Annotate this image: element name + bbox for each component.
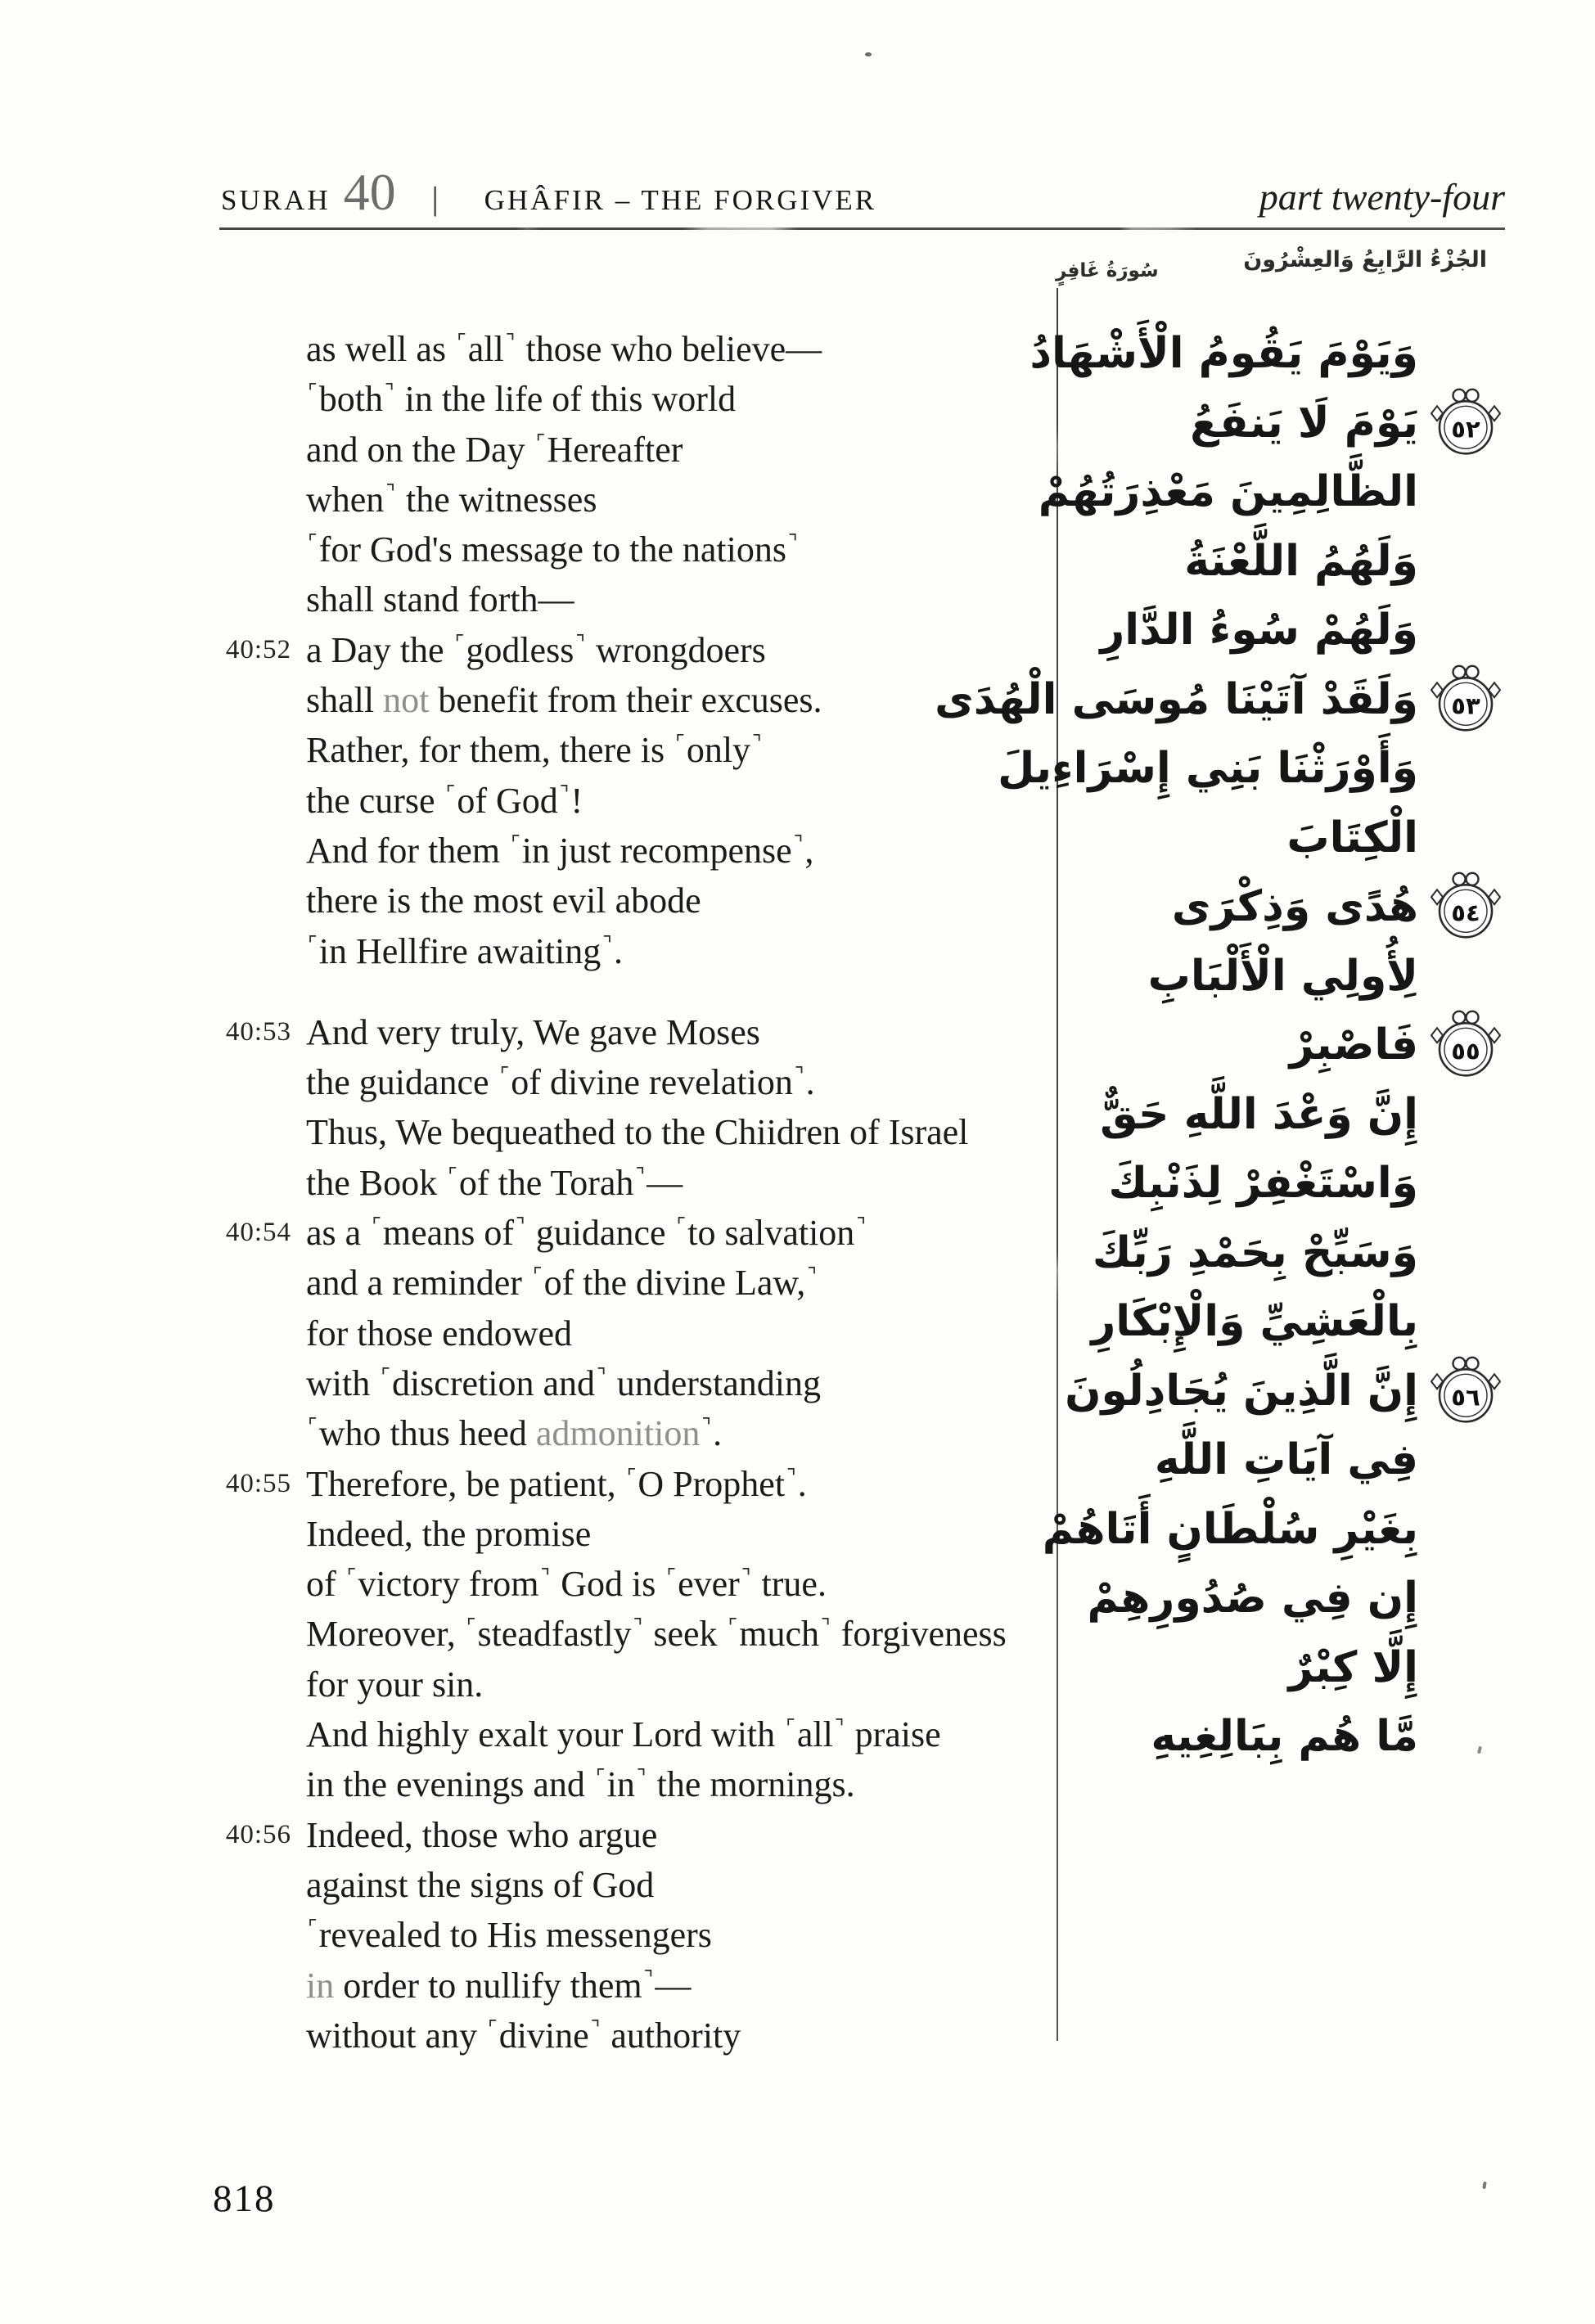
translation-line (221, 625, 1052, 675)
translation-text: Moreover, ⌜steadfastly⌝ seek ⌜much⌝ forgiveness (306, 1614, 1007, 1655)
part-label: part twenty-four (1259, 176, 1505, 218)
arabic-text: لِأُولِي الْأَلْبَابِ (1147, 951, 1418, 1001)
translation-line (221, 926, 1052, 976)
scan-speck (865, 52, 872, 56)
svg-text:٥٢: ٥٢ (1451, 415, 1480, 444)
arabic-text: وَاسْتَغْفِرْ لِذَنْبِكَ (1108, 1159, 1418, 1208)
open-half-bracket-icon: ⌜ (676, 1214, 687, 1238)
translation-text: and a reminder ⌜of the divine Law,⌝ (306, 1263, 818, 1304)
open-half-bracket-icon: ⌜ (308, 1414, 318, 1439)
arabic-line (935, 665, 1480, 735)
close-half-bracket-icon: ⌝ (633, 1615, 643, 1639)
arabic-line (1048, 1357, 1480, 1426)
translation-line (221, 1158, 1052, 1208)
svg-text:٥٦: ٥٦ (1451, 1383, 1480, 1412)
surah-name: GHÂFIR – THE FORGIVER (484, 184, 877, 216)
close-half-bracket-icon: ⌝ (807, 1263, 818, 1288)
arabic-text: فَاصْبِرْ (1289, 1020, 1418, 1070)
translation-line (221, 725, 1052, 775)
verse-medallion (1431, 1354, 1501, 1425)
translation-line (221, 1810, 1052, 1860)
close-half-bracket-icon: ⌝ (834, 1715, 845, 1740)
translation-text: shall stand forth— (306, 579, 574, 620)
open-half-bracket-icon: ⌜ (675, 731, 685, 755)
open-half-bracket-icon: ⌜ (381, 1363, 390, 1388)
verse-medallion (1431, 1009, 1501, 1079)
translation-text: Therefore, be patient, ⌜O Prophet⌝. (306, 1463, 807, 1504)
translation-line (221, 1007, 1052, 1057)
translation-text: without any ⌜divine⌝ authority (306, 2015, 741, 2056)
translation-line (221, 1759, 1052, 1809)
translation-text: in order to nullify them⌝— (306, 1965, 692, 2006)
close-half-bracket-icon: ⌝ (786, 1464, 796, 1489)
translation-line (221, 1107, 1052, 1157)
translation-line (221, 525, 1052, 574)
open-half-bracket-icon: ⌜ (346, 1565, 357, 1589)
close-half-bracket-icon: ⌝ (794, 1063, 804, 1088)
translation-text: a Day the ⌜godless⌝ wrongdoers (306, 629, 766, 670)
translation-text: Rather, for them, there is ⌜only⌝ (306, 730, 762, 771)
open-half-bracket-icon: ⌜ (511, 831, 520, 855)
verse-number: 40:54 (225, 1218, 291, 1248)
scan-speck (1482, 2182, 1487, 2190)
translation-block-1 (221, 324, 1052, 976)
arabic-line (1048, 1633, 1418, 1703)
svg-text:٥٥: ٥٥ (1451, 1037, 1480, 1065)
close-half-bracket-icon: ⌝ (741, 1565, 751, 1589)
translation-line (221, 1910, 1052, 1960)
verse-medallion (1431, 386, 1501, 457)
translation-text: And for them ⌜in just recompense⌝, (306, 830, 814, 871)
translation-text: the guidance ⌜of divine revelation⌝. (306, 1062, 815, 1103)
surah-calligraphy-seal: سُورَةُ غَافِرٍ (1056, 260, 1159, 281)
close-half-bracket-icon: ⌝ (701, 1414, 712, 1439)
arabic-line (1048, 1564, 1418, 1633)
arabic-text: إِنَّ الَّذِينَ يُجَادِلُونَ (1065, 1366, 1418, 1416)
verse-number: 40:55 (225, 1468, 291, 1498)
open-half-bracket-icon: ⌜ (728, 1615, 738, 1639)
arabic-line (1042, 1495, 1418, 1565)
translation-text: shall not benefit from their excuses. (306, 680, 822, 721)
translation-text: against the signs of God (306, 1864, 655, 1905)
arabic-text: إِلَّا كِبْرٌ (1288, 1642, 1418, 1692)
translation-line (221, 1860, 1052, 1910)
arabic-text: وَيَوْمَ يَقُومُ الْأَشْهَادُ (1030, 329, 1418, 378)
surah-number: 40 (343, 163, 396, 221)
header-separator-bar: | (431, 180, 439, 217)
open-half-bracket-icon: ⌜ (445, 781, 456, 805)
open-half-bracket-icon: ⌜ (595, 1765, 606, 1790)
close-half-bracket-icon: ⌝ (636, 1765, 647, 1790)
arabic-text: بِالْعَشِيِّ وَالْإِبْكَارِ (1091, 1297, 1418, 1346)
translation-text: with ⌜discretion and⌝ understanding (306, 1362, 822, 1403)
translation-line (221, 425, 1052, 475)
open-half-bracket-icon: ⌜ (454, 630, 465, 655)
close-half-bracket-icon: ⌝ (385, 480, 396, 504)
translation-line (221, 1559, 1052, 1609)
verse-medallion (1431, 871, 1501, 941)
translation-line (221, 1709, 1052, 1759)
translation-text: Indeed, those who argue (306, 1814, 658, 1855)
close-half-bracket-icon: ⌝ (643, 1966, 654, 1990)
arabic-text: فِي آيَاتِ اللَّهِ (1154, 1435, 1418, 1484)
arabic-line (1038, 457, 1418, 527)
open-half-bracket-icon: ⌜ (535, 430, 546, 454)
translation-text: there is the most evil abode (306, 881, 701, 921)
close-half-bracket-icon: ⌝ (590, 2015, 601, 2040)
arabic-text: مَّا هُم بِبَالِغِيهِ (1151, 1712, 1418, 1761)
translation-line (221, 324, 1052, 374)
arabic-line (1048, 389, 1480, 458)
close-half-bracket-icon: ⌝ (602, 931, 612, 956)
translation-text: ⌜both⌝ in the life of this world (308, 379, 737, 420)
page-header (221, 162, 876, 223)
verse-number: 40:52 (225, 634, 291, 664)
arabic-line (998, 734, 1418, 804)
arabic-text: وَلَقَدْ آتَيْنَا مُوسَى الْهُدَى (935, 674, 1418, 724)
close-half-bracket-icon: ⌝ (635, 1163, 646, 1187)
svg-text:٥٤: ٥٤ (1451, 899, 1480, 927)
translation-line (221, 826, 1052, 876)
translation-line (221, 1258, 1052, 1308)
translation-line (221, 374, 1052, 424)
arabic-line (1048, 1218, 1418, 1288)
arabic-column (935, 319, 1480, 1772)
arabic-line (1048, 596, 1418, 665)
translation-line (221, 574, 1052, 624)
close-half-bracket-icon: ⌝ (559, 781, 570, 805)
translation-line (221, 1308, 1052, 1358)
translation-column (221, 324, 1052, 2061)
translation-line (221, 675, 1052, 725)
open-half-bracket-icon: ⌜ (308, 931, 318, 956)
translation-block-2 (221, 1007, 1052, 2061)
arabic-line (1048, 804, 1418, 873)
close-half-bracket-icon: ⌝ (821, 1615, 831, 1639)
translation-line (221, 2011, 1052, 2061)
svg-text:٥٣: ٥٣ (1451, 691, 1480, 720)
translation-text: Thus, We bequeathed to the Chiidren of Israel (306, 1112, 969, 1153)
close-half-bracket-icon: ⌝ (575, 630, 586, 655)
arabic-line (1048, 942, 1418, 1011)
open-half-bracket-icon: ⌜ (466, 1615, 476, 1639)
close-half-bracket-icon: ⌝ (752, 731, 762, 755)
translation-text: in the evenings and ⌜in⌝ the mornings. (306, 1764, 855, 1805)
open-half-bracket-icon: ⌜ (308, 380, 318, 404)
arabic-line (1048, 1287, 1418, 1357)
arabic-line (1048, 1149, 1418, 1218)
translation-line (221, 1609, 1052, 1659)
arabic-text: الظَّالِمِينَ مَعْذِرَتُهُمْ (1038, 467, 1418, 516)
translation-line (221, 1660, 1052, 1709)
translation-line (221, 776, 1052, 826)
translation-text: for your sin. (306, 1664, 484, 1705)
translation-text: ⌜revealed to His messengers (308, 1915, 712, 1956)
translation-text: ⌜for God's message to the nations⌝ (308, 529, 798, 570)
arabic-line (1048, 1425, 1418, 1495)
verse-number: 40:56 (225, 1819, 291, 1849)
arabic-text: وَسَبِّحْ بِحَمْدِ رَبِّكَ (1092, 1227, 1418, 1277)
verse-medallion (1431, 663, 1501, 733)
open-half-bracket-icon: ⌜ (308, 1916, 318, 1940)
close-half-bracket-icon: ⌝ (597, 1363, 606, 1388)
arabic-text: الْكِتَابَ (1286, 813, 1418, 862)
close-half-bracket-icon: ⌝ (540, 1565, 551, 1589)
arabic-text: وَلَهُمْ سُوءُ الدَّارِ (1100, 606, 1418, 655)
translation-text: ⌜in Hellfire awaiting⌝. (308, 930, 623, 971)
open-half-bracket-icon: ⌜ (448, 1163, 457, 1187)
juz-calligraphy-seal: الجُزْءُ الرَّابِعُ وَالعِشْرُونَ (1243, 247, 1487, 272)
translation-text: ⌜who thus heed admonition⌝. (308, 1413, 723, 1454)
close-half-bracket-icon: ⌝ (505, 330, 516, 354)
translation-text: Indeed, the promise (306, 1513, 592, 1554)
translation-line (221, 1358, 1052, 1408)
translation-text: when⌝ the witnesses (306, 479, 597, 520)
translation-text: of ⌜victory from⌝ God is ⌜ever⌝ true. (306, 1564, 827, 1605)
surah-label: SURAH (221, 184, 331, 216)
arabic-line (1048, 527, 1418, 597)
open-half-bracket-icon: ⌜ (308, 530, 318, 555)
arabic-text: هُدًى وَذِكْرَى (1171, 882, 1418, 931)
scan-speck (1477, 1746, 1482, 1754)
arabic-text: إِن فِي صُدُورِهِمْ (1087, 1574, 1418, 1623)
open-half-bracket-icon: ⌜ (457, 330, 466, 354)
arabic-line (1048, 872, 1480, 942)
open-half-bracket-icon: ⌜ (372, 1214, 381, 1238)
translation-text: the Book ⌜of the Torah⌝— (306, 1162, 683, 1203)
header-rule (219, 227, 1505, 230)
translation-line (221, 1459, 1052, 1509)
translation-line (221, 1208, 1052, 1258)
arabic-text: بِغَيْرِ سُلْطَانٍ أَتَاهُمْ (1042, 1504, 1418, 1554)
open-half-bracket-icon: ⌜ (786, 1715, 795, 1740)
close-half-bracket-icon: ⌝ (515, 1214, 525, 1238)
open-half-bracket-icon: ⌜ (499, 1063, 510, 1088)
translation-text: and on the Day ⌜Hereafter (306, 429, 683, 470)
translation-line (221, 1057, 1052, 1107)
open-half-bracket-icon: ⌜ (487, 2015, 498, 2040)
arabic-line (1048, 1080, 1418, 1150)
arabic-text: وَأَوْرَثْنَا بَنِي إِسْرَاءِيلَ (998, 744, 1418, 793)
open-half-bracket-icon: ⌜ (626, 1464, 637, 1489)
page-number: 818 (213, 2178, 276, 2220)
arabic-line (1048, 1011, 1480, 1080)
close-half-bracket-icon: ⌝ (793, 831, 804, 855)
open-half-bracket-icon: ⌜ (666, 1565, 677, 1589)
translation-text: for those endowed (306, 1313, 573, 1353)
arabic-text: إِنَّ وَعْدَ اللَّهِ حَقٌّ (1100, 1089, 1418, 1139)
translation-text: as a ⌜means of⌝ guidance ⌜to salvation⌝ (306, 1213, 867, 1254)
translation-line (221, 1509, 1052, 1559)
close-half-bracket-icon: ⌝ (856, 1214, 867, 1238)
translation-line (221, 475, 1052, 525)
close-half-bracket-icon: ⌝ (384, 380, 394, 404)
arabic-text: وَلَهُمُ اللَّعْنَةُ (1184, 536, 1418, 586)
translation-text: as well as ⌜all⌝ those who believe— (306, 329, 822, 369)
open-half-bracket-icon: ⌜ (532, 1263, 543, 1288)
translation-line (221, 1961, 1052, 2011)
arabic-line (1030, 319, 1418, 389)
arabic-line (1048, 1702, 1418, 1772)
verse-number: 40:53 (225, 1016, 291, 1047)
translation-line (221, 1408, 1052, 1458)
translation-text: And very truly, We gave Moses (306, 1011, 760, 1052)
translation-text: the curse ⌜of God⌝! (306, 780, 583, 821)
close-half-bracket-icon: ⌝ (788, 530, 798, 555)
translation-line (221, 876, 1052, 926)
translation-text: And highly exalt your Lord with ⌜all⌝ praise (306, 1714, 941, 1755)
arabic-text: يَوْمَ لَا يَنفَعُ (1190, 398, 1418, 448)
